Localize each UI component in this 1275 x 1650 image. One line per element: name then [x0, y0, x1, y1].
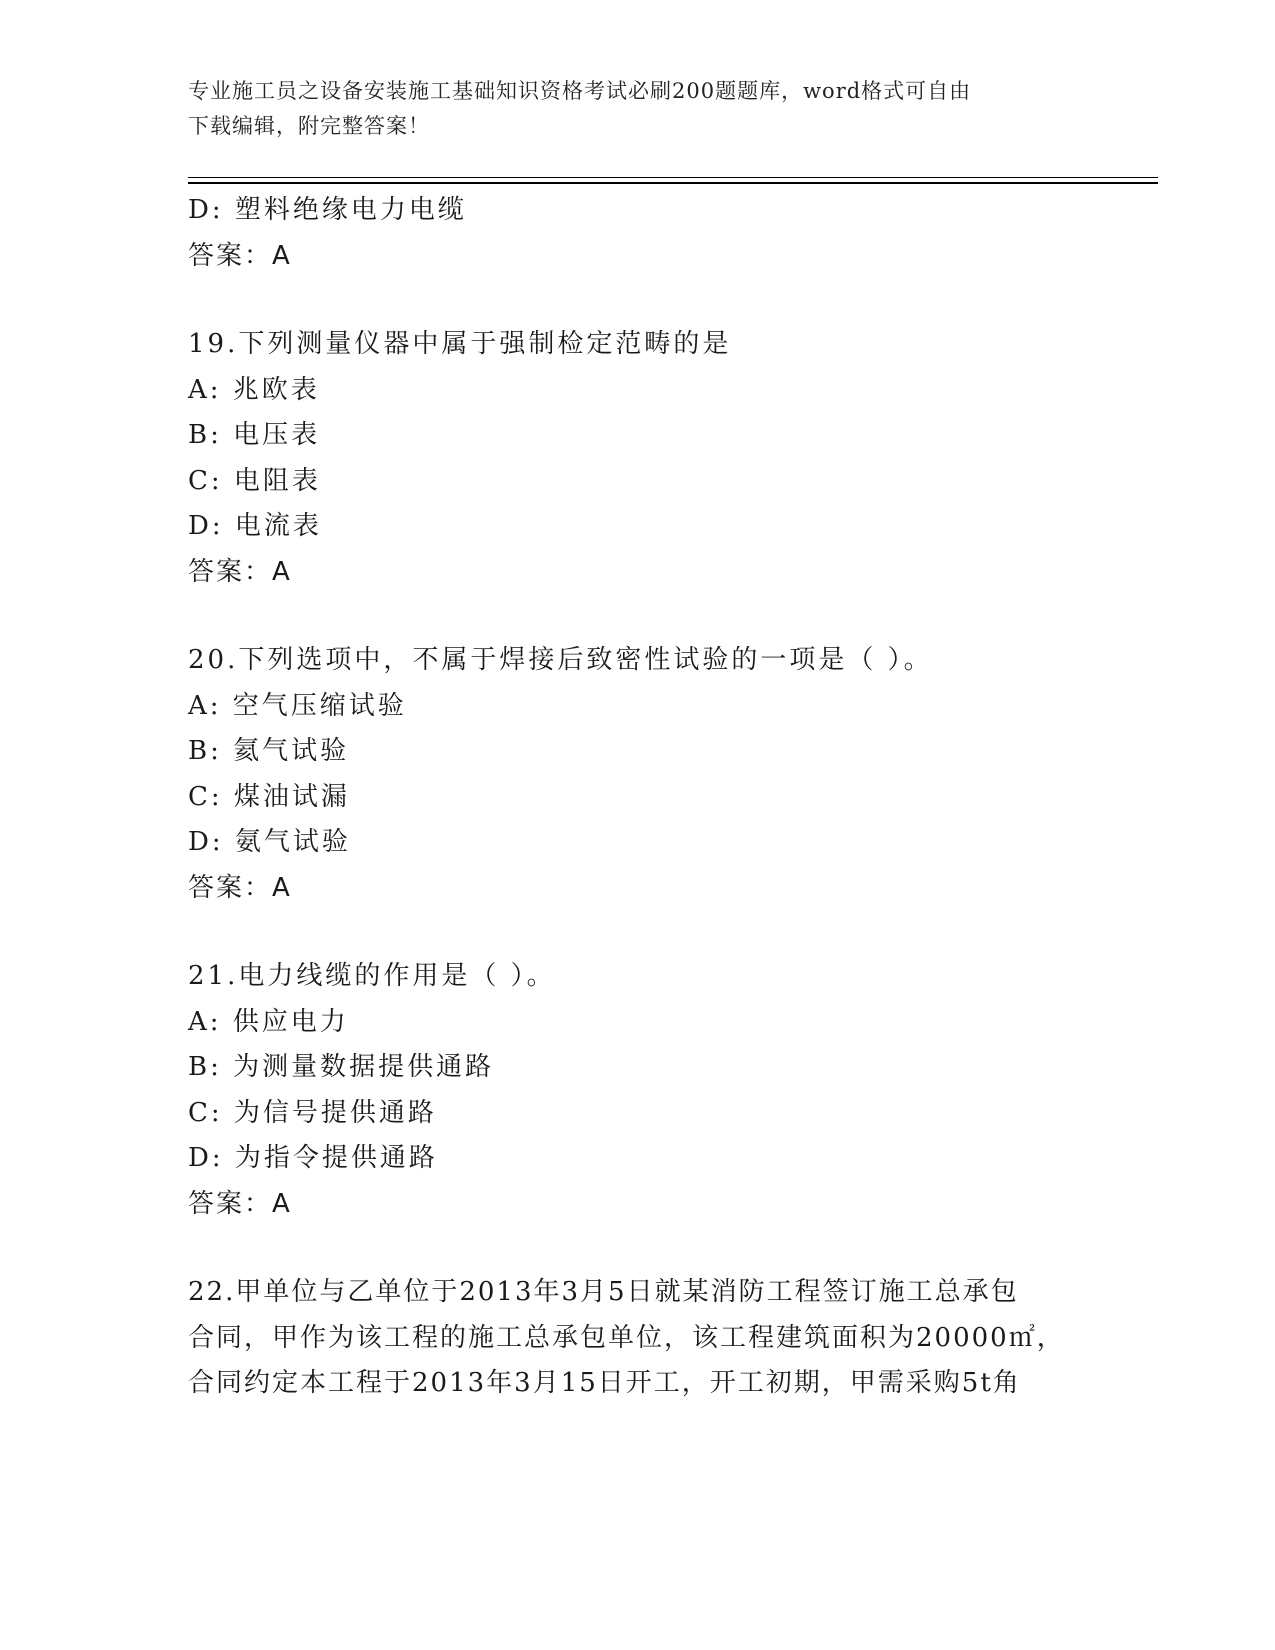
question-20: [188, 638, 1088, 911]
header-line-2: 下载编辑，附完整答案！: [188, 114, 430, 138]
option-c: C: 电阻表: [188, 465, 321, 496]
question-stem-line-2: 合同，甲作为该工程的施工总承包单位，该工程建筑面积为20000㎡，: [188, 1322, 1065, 1353]
option-b: B: 为测量数据提供通路: [188, 1052, 495, 1082]
option-c: C: 煤油试漏: [188, 781, 350, 812]
header-divider-thick: [188, 182, 1158, 184]
option-d: D: 氨气试验: [188, 827, 351, 857]
answer: 答案：A: [188, 1188, 292, 1219]
option-d: D: 为指令提供通路: [188, 1143, 438, 1173]
option-a: A: 供应电力: [188, 1006, 349, 1037]
spacer: [188, 279, 1088, 322]
option-b: B: 氦气试验: [188, 736, 350, 766]
header-line-1: 专业施工员之设备安装施工基础知识资格考试必刷200题题库，word格式可自由: [188, 79, 972, 103]
question-stem: 21.电力线缆的作用是（ ）。: [188, 961, 556, 991]
answer: 答案：A: [188, 556, 292, 587]
question-stem-line-3: 合同约定本工程于2013年3月15日开工，开工初期，甲需采购5t角: [188, 1368, 1021, 1398]
option-a: A: 兆欧表: [188, 374, 320, 405]
question-19: [188, 322, 1088, 595]
question-stem: 20.下列选项中，不属于焊接后致密性试验的一项是（ ）。: [188, 645, 933, 675]
question-21: [188, 954, 1088, 1227]
option-c: C: 为信号提供通路: [188, 1097, 437, 1128]
previous-answer: 答案：A: [188, 240, 292, 271]
document-header: [188, 74, 1068, 144]
question-stem-line-1: 22.甲单位与乙单位于2013年3月5日就某消防工程签订施工总承包: [188, 1277, 1019, 1307]
question-list: [188, 188, 1088, 1407]
option-d: D: 电流表: [188, 511, 322, 541]
option-b: B: 电压表: [188, 420, 321, 450]
question-stem: 19.下列测量仪器中属于强制检定范畴的是: [188, 329, 732, 359]
option-a: A: 空气压缩试验: [188, 690, 407, 721]
question-22: [188, 1270, 1088, 1407]
spacer: [188, 1227, 1088, 1270]
spacer: [188, 911, 1088, 954]
header-divider-thin: [188, 177, 1158, 178]
spacer: [188, 595, 1088, 638]
previous-option-d: D: 塑料绝缘电力电缆: [188, 195, 467, 225]
answer: 答案：A: [188, 872, 292, 903]
